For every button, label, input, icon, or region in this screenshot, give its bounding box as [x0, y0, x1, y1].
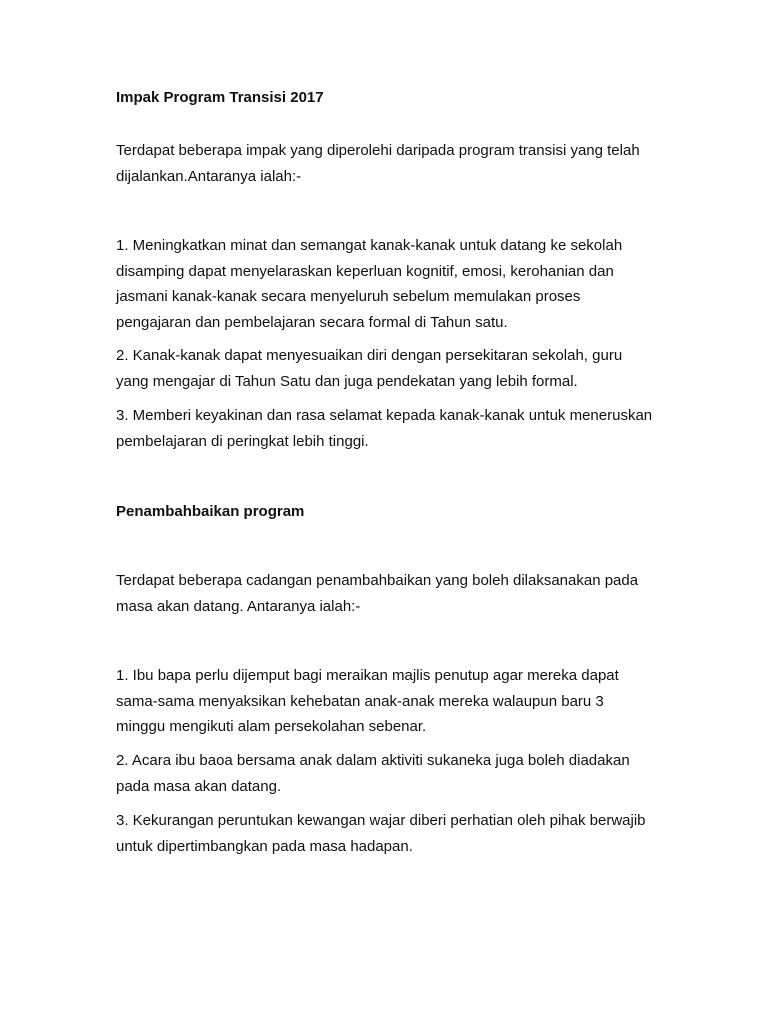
list-item-penambahbaikan-1: 1. Ibu bapa perlu dijemput bagi meraikan majlis penutup agar mereka dapat sama-sama menyaksikan kehebatan anak-anak mereka walaupun baru 3 minggu mengikuti alam persekolahan sebenar.: [116, 667, 619, 735]
list-item-impak-2: 2. Kanak-kanak dapat menyesuaikan diri dengan persekitaran sekolah, guru yang mengajar di Tahun Satu dan juga pendekatan yang lebih formal.: [116, 347, 623, 390]
intro-paragraph-impak: Terdapat beberapa impak yang diperolehi daripada program transisi yang telah dijalankan.Antaranya ialah:-: [116, 142, 640, 185]
list-item-penambahbaikan-3: 3. Kekurangan peruntukan kewangan wajar diberi perhatian oleh pihak berwajib untuk dipertimbangkan pada masa hadapan.: [116, 812, 646, 855]
list-item-impak-1: 1. Meningkatkan minat dan semangat kanak-kanak untuk datang ke sekolah disamping dapat menyelaraskan keperluan kognitif, emosi, kerohanian dan jasmani kanak-kanak secara menyeluruh sebelum memulakan proses pengajaran dan pembelajaran secara formal di Tahun satu.: [116, 237, 623, 331]
section-heading-penambahbaikan: Penambahbaikan program: [116, 503, 305, 520]
list-item-penambahbaikan-2: 2. Acara ibu baoa bersama anak dalam aktiviti sukaneka juga boleh diadakan pada masa akan datang.: [116, 752, 630, 795]
list-item-impak-3: 3. Memberi keyakinan dan rasa selamat kepada kanak-kanak untuk meneruskan pembelajaran di peringkat lebih tinggi.: [116, 407, 653, 450]
section-heading-impak: Impak Program Transisi 2017: [116, 89, 324, 106]
intro-paragraph-penambahbaikan: Terdapat beberapa cadangan penambahbaikan yang boleh dilaksanakan pada masa akan datang. Antaranya ialah:-: [116, 572, 639, 615]
